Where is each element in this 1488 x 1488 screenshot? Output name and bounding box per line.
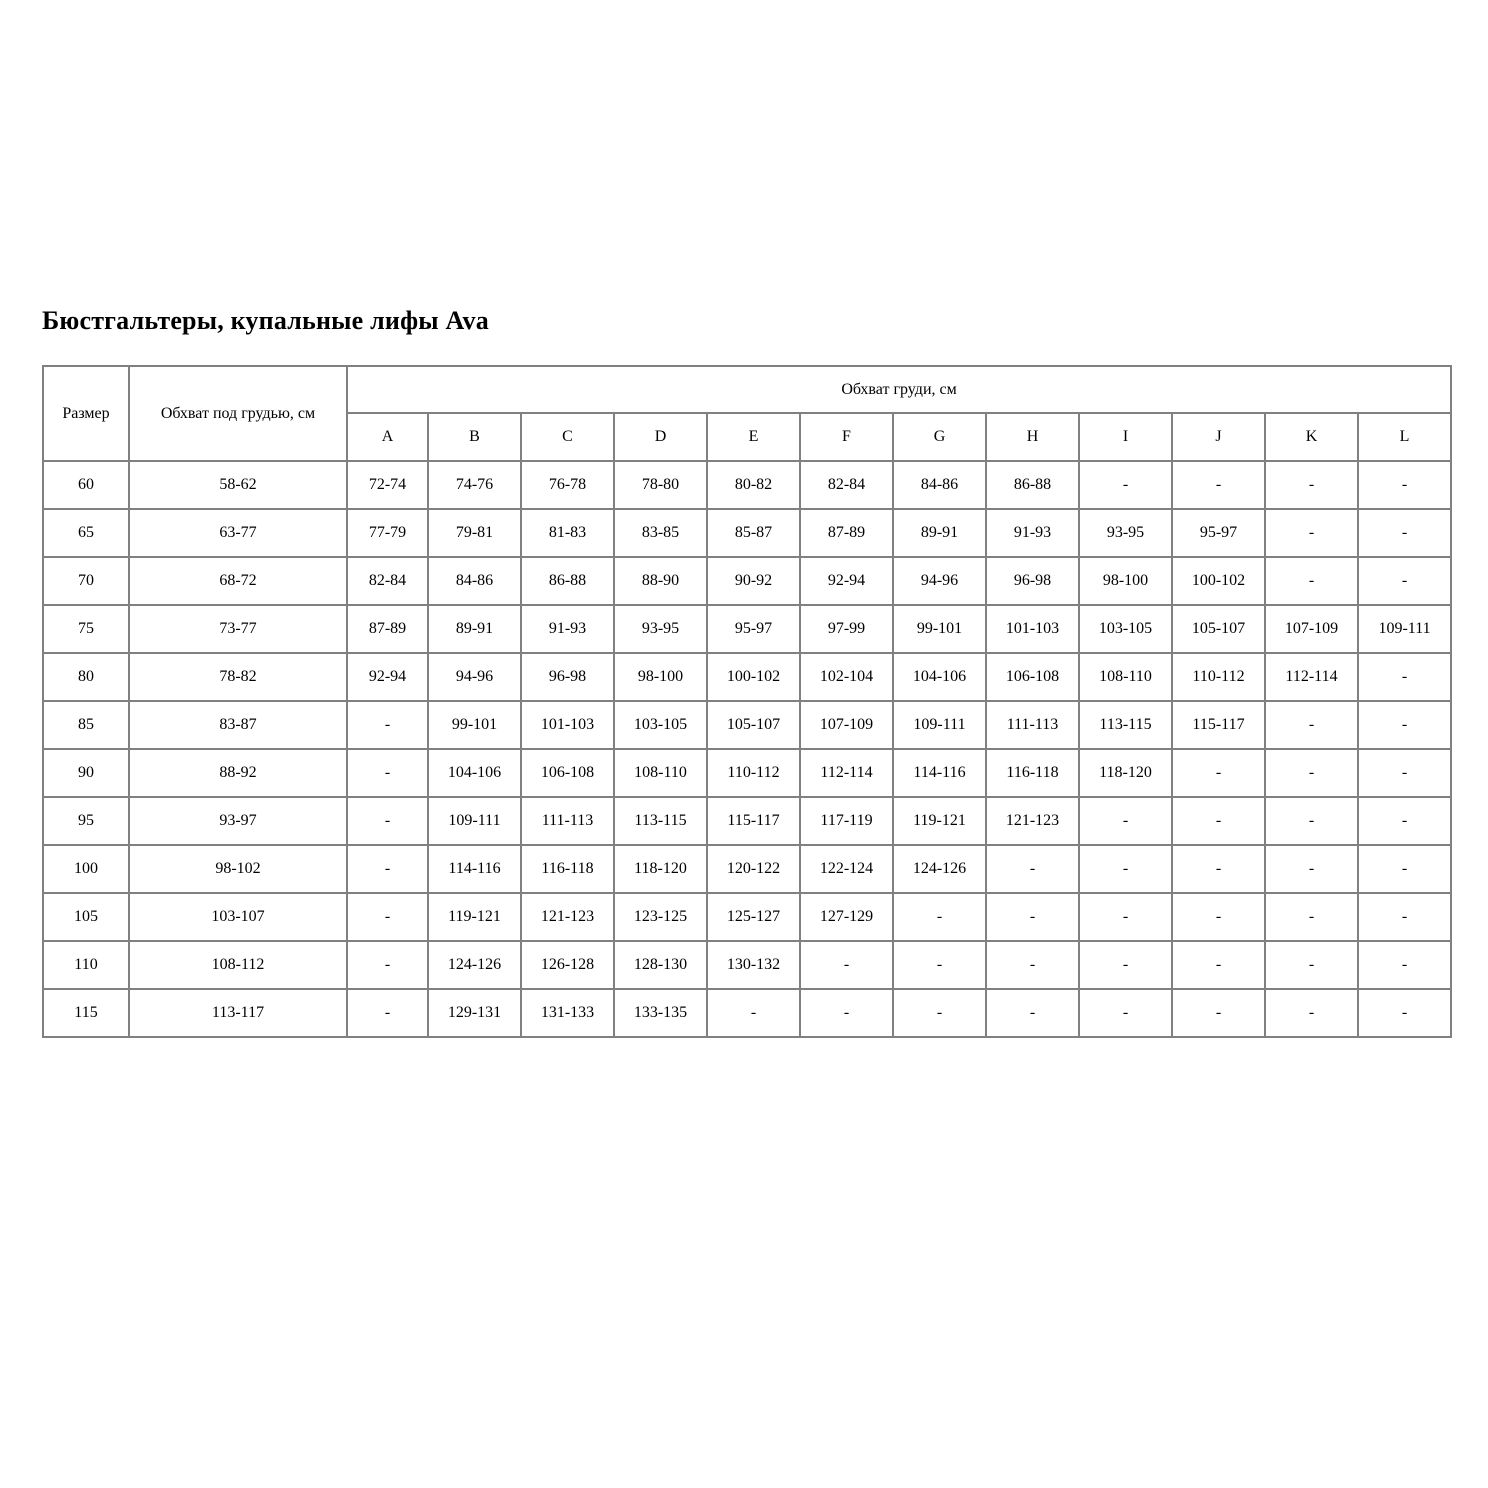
bust-range-cell: - bbox=[1172, 989, 1265, 1037]
bust-range-cell: - bbox=[1172, 749, 1265, 797]
bust-range-cell: 112-114 bbox=[1265, 653, 1358, 701]
bust-range-cell: 114-116 bbox=[428, 845, 521, 893]
bust-range-cell: - bbox=[1265, 557, 1358, 605]
table-row bbox=[43, 749, 1451, 797]
bust-range-cell: - bbox=[347, 893, 428, 941]
bust-group-header: Обхват груди, см bbox=[347, 366, 1451, 413]
bust-range-cell: 110-112 bbox=[1172, 653, 1265, 701]
bust-range-cell: 129-131 bbox=[428, 989, 521, 1037]
bust-range-cell: 93-95 bbox=[1079, 509, 1172, 557]
bust-range-cell: 130-132 bbox=[707, 941, 800, 989]
bust-range-cell: - bbox=[986, 893, 1079, 941]
bust-range-cell: 89-91 bbox=[893, 509, 986, 557]
bust-range-cell: - bbox=[1079, 461, 1172, 509]
bust-range-cell: - bbox=[1172, 893, 1265, 941]
size-cell: 115 bbox=[43, 989, 129, 1037]
bust-range-cell: - bbox=[1358, 797, 1451, 845]
size-cell: 70 bbox=[43, 557, 129, 605]
table-row bbox=[43, 797, 1451, 845]
bust-range-cell: 116-118 bbox=[521, 845, 614, 893]
table-row bbox=[43, 605, 1451, 653]
bust-range-cell: 124-126 bbox=[428, 941, 521, 989]
bust-range-cell: 82-84 bbox=[347, 557, 428, 605]
bust-range-cell: 103-105 bbox=[1079, 605, 1172, 653]
cup-column-header: K bbox=[1265, 413, 1358, 461]
bust-range-cell: 96-98 bbox=[986, 557, 1079, 605]
bust-range-cell: 117-119 bbox=[800, 797, 893, 845]
bust-range-cell: 100-102 bbox=[707, 653, 800, 701]
bust-range-cell: 83-85 bbox=[614, 509, 707, 557]
cup-column-header: H bbox=[986, 413, 1079, 461]
bust-range-cell: - bbox=[893, 893, 986, 941]
bust-range-cell: 105-107 bbox=[707, 701, 800, 749]
bust-range-cell: 100-102 bbox=[1172, 557, 1265, 605]
underbust-cell: 103-107 bbox=[129, 893, 347, 941]
bust-range-cell: 88-90 bbox=[614, 557, 707, 605]
table-row bbox=[43, 509, 1451, 557]
bust-range-cell: 118-120 bbox=[1079, 749, 1172, 797]
cup-column-header: B bbox=[428, 413, 521, 461]
bust-range-cell: 104-106 bbox=[428, 749, 521, 797]
underbust-cell: 68-72 bbox=[129, 557, 347, 605]
bust-range-cell: - bbox=[1265, 893, 1358, 941]
bust-range-cell: - bbox=[1358, 941, 1451, 989]
size-cell: 65 bbox=[43, 509, 129, 557]
bust-range-cell: 109-111 bbox=[893, 701, 986, 749]
bust-range-cell: - bbox=[1358, 749, 1451, 797]
bust-range-cell: 106-108 bbox=[521, 749, 614, 797]
table-row bbox=[43, 989, 1451, 1037]
underbust-cell: 93-97 bbox=[129, 797, 347, 845]
size-cell: 110 bbox=[43, 941, 129, 989]
header-row-top bbox=[43, 366, 1451, 413]
bust-range-cell: - bbox=[1265, 749, 1358, 797]
bust-range-cell: 84-86 bbox=[428, 557, 521, 605]
bust-range-cell: 110-112 bbox=[707, 749, 800, 797]
bust-range-cell: 119-121 bbox=[893, 797, 986, 845]
bust-range-cell: 123-125 bbox=[614, 893, 707, 941]
bust-range-cell: 118-120 bbox=[614, 845, 707, 893]
bust-range-cell: 128-130 bbox=[614, 941, 707, 989]
bust-range-cell: 90-92 bbox=[707, 557, 800, 605]
bust-range-cell: - bbox=[1265, 989, 1358, 1037]
bust-range-cell: - bbox=[986, 845, 1079, 893]
bust-range-cell: 87-89 bbox=[800, 509, 893, 557]
bust-range-cell: - bbox=[1079, 893, 1172, 941]
underbust-cell: 83-87 bbox=[129, 701, 347, 749]
bust-range-cell: - bbox=[1172, 797, 1265, 845]
bust-range-cell: 95-97 bbox=[707, 605, 800, 653]
size-cell: 80 bbox=[43, 653, 129, 701]
size-chart-table bbox=[42, 365, 1452, 1038]
bust-range-cell: 99-101 bbox=[893, 605, 986, 653]
table-row bbox=[43, 557, 1451, 605]
bust-range-cell: 77-79 bbox=[347, 509, 428, 557]
cup-column-header: J bbox=[1172, 413, 1265, 461]
bust-range-cell: 122-124 bbox=[800, 845, 893, 893]
bust-range-cell: 115-117 bbox=[1172, 701, 1265, 749]
bust-range-cell: 113-115 bbox=[614, 797, 707, 845]
bust-range-cell: 98-100 bbox=[614, 653, 707, 701]
bust-range-cell: - bbox=[1172, 845, 1265, 893]
underbust-cell: 73-77 bbox=[129, 605, 347, 653]
bust-range-cell: - bbox=[1079, 989, 1172, 1037]
table-row bbox=[43, 893, 1451, 941]
page-title: Бюстгальтеры, купальные лифы Ava bbox=[42, 306, 489, 335]
bust-range-cell: 87-89 bbox=[347, 605, 428, 653]
bust-range-cell: - bbox=[800, 989, 893, 1037]
bust-range-cell: 95-97 bbox=[1172, 509, 1265, 557]
bust-range-cell: 76-78 bbox=[521, 461, 614, 509]
table-row bbox=[43, 941, 1451, 989]
bust-range-cell: 111-113 bbox=[521, 797, 614, 845]
bust-range-cell: - bbox=[1172, 941, 1265, 989]
cup-column-header: I bbox=[1079, 413, 1172, 461]
bust-range-cell: 98-100 bbox=[1079, 557, 1172, 605]
bust-range-cell: 91-93 bbox=[986, 509, 1079, 557]
bust-range-cell: 114-116 bbox=[893, 749, 986, 797]
underbust-column-header: Обхват под грудью, см bbox=[129, 366, 347, 461]
cup-column-header: C bbox=[521, 413, 614, 461]
bust-range-cell: 102-104 bbox=[800, 653, 893, 701]
size-cell: 95 bbox=[43, 797, 129, 845]
bust-range-cell: - bbox=[893, 989, 986, 1037]
bust-range-cell: - bbox=[1265, 797, 1358, 845]
bust-range-cell: - bbox=[347, 989, 428, 1037]
cup-column-header: G bbox=[893, 413, 986, 461]
bust-range-cell: 89-91 bbox=[428, 605, 521, 653]
bust-range-cell: 126-128 bbox=[521, 941, 614, 989]
table-row bbox=[43, 701, 1451, 749]
underbust-cell: 78-82 bbox=[129, 653, 347, 701]
bust-range-cell: 108-110 bbox=[614, 749, 707, 797]
bust-range-cell: 119-121 bbox=[428, 893, 521, 941]
bust-range-cell: - bbox=[1358, 989, 1451, 1037]
bust-range-cell: - bbox=[1265, 701, 1358, 749]
bust-range-cell: 96-98 bbox=[521, 653, 614, 701]
underbust-cell: 58-62 bbox=[129, 461, 347, 509]
size-cell: 85 bbox=[43, 701, 129, 749]
bust-range-cell: 97-99 bbox=[800, 605, 893, 653]
bust-range-cell: 86-88 bbox=[521, 557, 614, 605]
size-column-header: Размер bbox=[43, 366, 129, 461]
bust-range-cell: 74-76 bbox=[428, 461, 521, 509]
bust-range-cell: 111-113 bbox=[986, 701, 1079, 749]
bust-range-cell: 84-86 bbox=[893, 461, 986, 509]
underbust-cell: 88-92 bbox=[129, 749, 347, 797]
size-cell: 75 bbox=[43, 605, 129, 653]
underbust-cell: 98-102 bbox=[129, 845, 347, 893]
size-cell: 100 bbox=[43, 845, 129, 893]
bust-range-cell: - bbox=[1265, 461, 1358, 509]
bust-range-cell: - bbox=[1079, 845, 1172, 893]
bust-range-cell: 120-122 bbox=[707, 845, 800, 893]
bust-range-cell: 79-81 bbox=[428, 509, 521, 557]
bust-range-cell: - bbox=[1358, 701, 1451, 749]
size-cell: 60 bbox=[43, 461, 129, 509]
bust-range-cell: 107-109 bbox=[800, 701, 893, 749]
bust-range-cell: - bbox=[986, 941, 1079, 989]
bust-range-cell: - bbox=[347, 701, 428, 749]
bust-range-cell: - bbox=[1358, 845, 1451, 893]
bust-range-cell: 91-93 bbox=[521, 605, 614, 653]
size-cell: 105 bbox=[43, 893, 129, 941]
bust-range-cell: - bbox=[347, 941, 428, 989]
bust-range-cell: - bbox=[347, 797, 428, 845]
bust-range-cell: - bbox=[800, 941, 893, 989]
bust-range-cell: - bbox=[1358, 509, 1451, 557]
bust-range-cell: 99-101 bbox=[428, 701, 521, 749]
bust-range-cell: 86-88 bbox=[986, 461, 1079, 509]
bust-range-cell: - bbox=[1265, 845, 1358, 893]
bust-range-cell: 101-103 bbox=[521, 701, 614, 749]
cup-column-header: E bbox=[707, 413, 800, 461]
bust-range-cell: - bbox=[1265, 509, 1358, 557]
bust-range-cell: 82-84 bbox=[800, 461, 893, 509]
bust-range-cell: 124-126 bbox=[893, 845, 986, 893]
bust-range-cell: - bbox=[1358, 653, 1451, 701]
bust-range-cell: 125-127 bbox=[707, 893, 800, 941]
table-row bbox=[43, 845, 1451, 893]
bust-range-cell: 131-133 bbox=[521, 989, 614, 1037]
bust-range-cell: 85-87 bbox=[707, 509, 800, 557]
bust-range-cell: 105-107 bbox=[1172, 605, 1265, 653]
bust-range-cell: - bbox=[1172, 461, 1265, 509]
bust-range-cell: - bbox=[347, 845, 428, 893]
cup-column-header: A bbox=[347, 413, 428, 461]
table-row bbox=[43, 461, 1451, 509]
bust-range-cell: 121-123 bbox=[986, 797, 1079, 845]
bust-range-cell: 116-118 bbox=[986, 749, 1079, 797]
bust-range-cell: - bbox=[1358, 557, 1451, 605]
cup-column-header: F bbox=[800, 413, 893, 461]
underbust-cell: 108-112 bbox=[129, 941, 347, 989]
bust-range-cell: 127-129 bbox=[800, 893, 893, 941]
bust-range-cell: - bbox=[707, 989, 800, 1037]
bust-range-cell: 106-108 bbox=[986, 653, 1079, 701]
bust-range-cell: - bbox=[1358, 893, 1451, 941]
bust-range-cell: - bbox=[1079, 941, 1172, 989]
bust-range-cell: 72-74 bbox=[347, 461, 428, 509]
bust-range-cell: - bbox=[347, 749, 428, 797]
bust-range-cell: 93-95 bbox=[614, 605, 707, 653]
bust-range-cell: 101-103 bbox=[986, 605, 1079, 653]
bust-range-cell: 113-115 bbox=[1079, 701, 1172, 749]
size-chart-body bbox=[43, 461, 1451, 1037]
bust-range-cell: 78-80 bbox=[614, 461, 707, 509]
underbust-cell: 113-117 bbox=[129, 989, 347, 1037]
bust-range-cell: 94-96 bbox=[428, 653, 521, 701]
size-cell: 90 bbox=[43, 749, 129, 797]
bust-range-cell: - bbox=[1358, 461, 1451, 509]
bust-range-cell: 92-94 bbox=[800, 557, 893, 605]
bust-range-cell: 109-111 bbox=[1358, 605, 1451, 653]
bust-range-cell: 80-82 bbox=[707, 461, 800, 509]
bust-range-cell: 104-106 bbox=[893, 653, 986, 701]
bust-range-cell: 81-83 bbox=[521, 509, 614, 557]
bust-range-cell: 115-117 bbox=[707, 797, 800, 845]
cup-column-header: L bbox=[1358, 413, 1451, 461]
table-row bbox=[43, 653, 1451, 701]
bust-range-cell: 108-110 bbox=[1079, 653, 1172, 701]
bust-range-cell: - bbox=[1079, 797, 1172, 845]
bust-range-cell: 112-114 bbox=[800, 749, 893, 797]
underbust-cell: 63-77 bbox=[129, 509, 347, 557]
cup-column-header: D bbox=[614, 413, 707, 461]
bust-range-cell: 109-111 bbox=[428, 797, 521, 845]
bust-range-cell: 121-123 bbox=[521, 893, 614, 941]
bust-range-cell: 94-96 bbox=[893, 557, 986, 605]
bust-range-cell: - bbox=[986, 989, 1079, 1037]
bust-range-cell: 107-109 bbox=[1265, 605, 1358, 653]
bust-range-cell: 92-94 bbox=[347, 653, 428, 701]
bust-range-cell: - bbox=[1265, 941, 1358, 989]
bust-range-cell: - bbox=[893, 941, 986, 989]
bust-range-cell: 103-105 bbox=[614, 701, 707, 749]
bust-range-cell: 133-135 bbox=[614, 989, 707, 1037]
